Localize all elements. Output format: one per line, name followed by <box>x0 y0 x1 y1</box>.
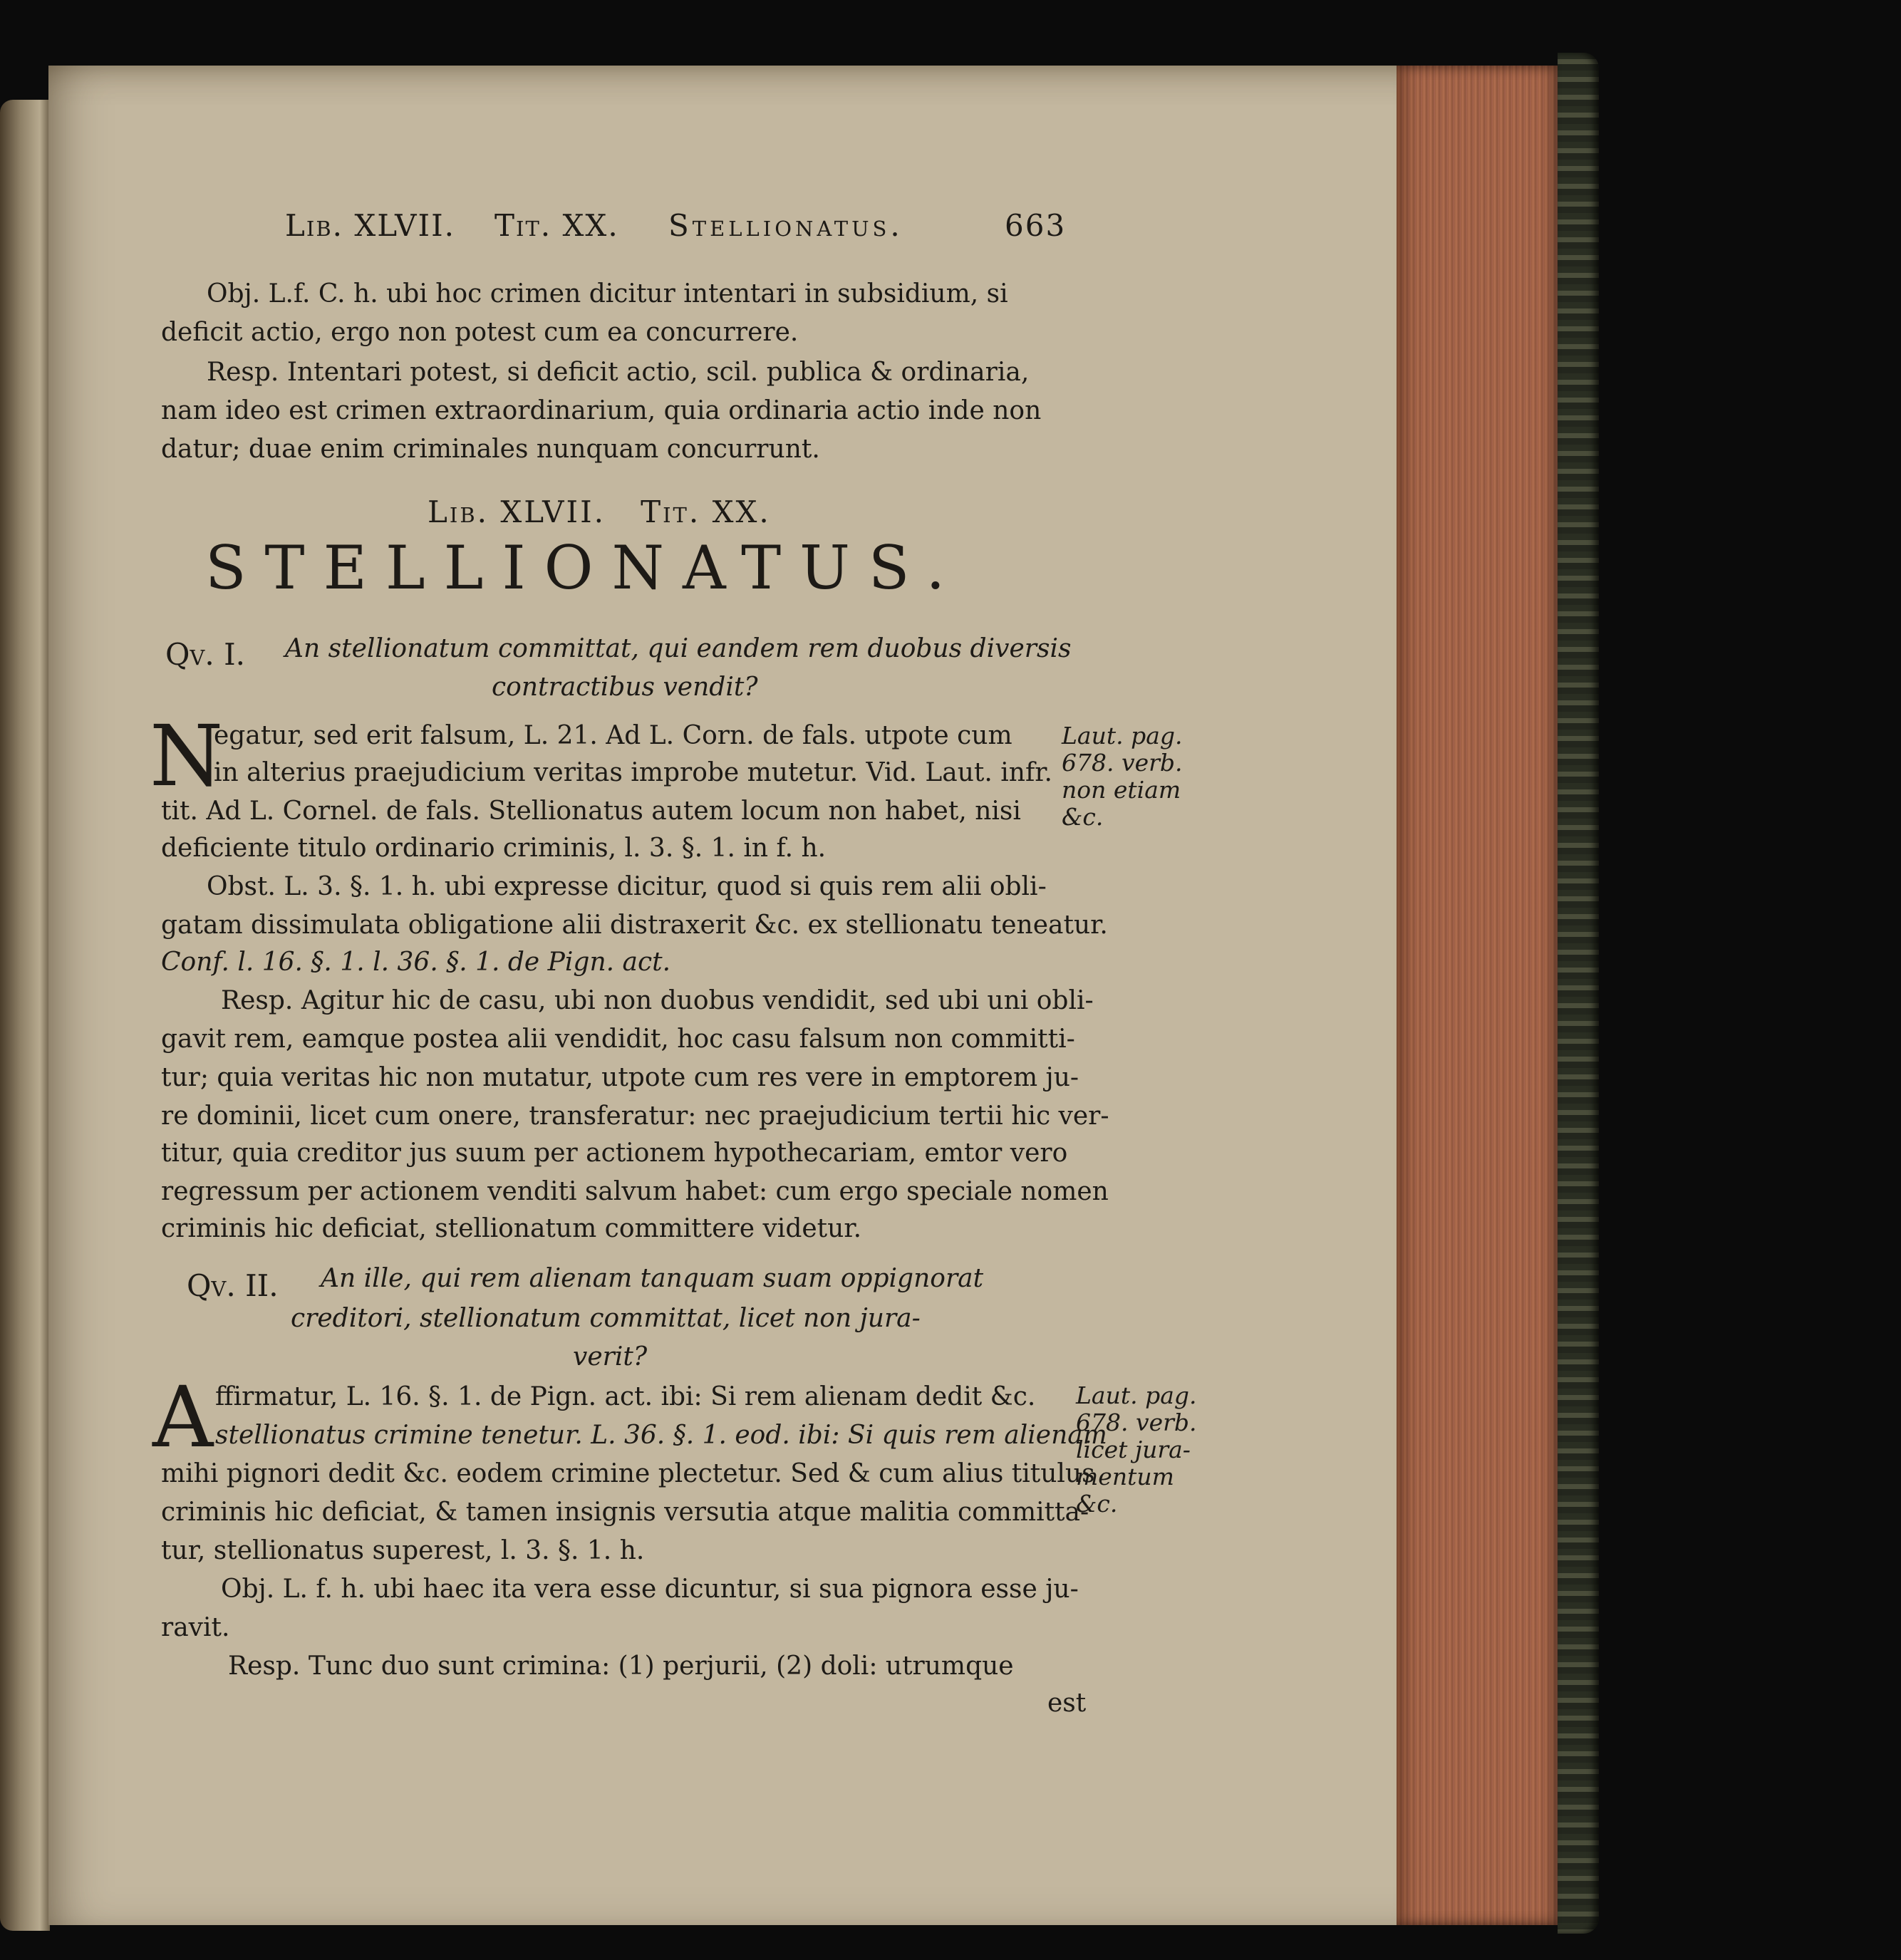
header-lib: Lib. XLVII. <box>285 208 456 243</box>
question-1-line: contractibus vendit? <box>492 673 758 702</box>
text-line: tur, stellionatus superest, l. 3. §. 1. h. <box>161 1536 645 1565</box>
text-line: datur; duae enim criminales nunquam concurrunt. <box>161 435 820 464</box>
text-line: criminis hic deficiat, stellionatum committere videtur. <box>161 1214 862 1243</box>
margin-note-1: Laut. pag. 678. verb. non etiam &c. <box>1062 722 1183 831</box>
section-heading: STELLIONATUS. <box>205 533 964 603</box>
text-line: Resp. Tunc duo sunt crimina: (1) perjurii, (2) doli: utrumque <box>228 1652 1014 1681</box>
question-2-line: creditori, stellionatum committat, licet non jura- <box>291 1304 921 1333</box>
text-line: Obj. L. f. h. ubi haec ita vera esse dicuntur, si sua pignora esse ju- <box>221 1575 1079 1604</box>
fore-edge <box>1397 66 1560 1925</box>
section-subheading: Lib. XLVII. Tit. XX. <box>428 494 771 529</box>
text-line: criminis hic deficiat, & tamen insignis versutia atque malitia committa- <box>161 1498 1089 1527</box>
text-line: titur, quia creditor jus suum per actionem hypothecariam, emtor vero <box>161 1139 1068 1168</box>
text-line: tit. Ad L. Cornel. de fals. Stellionatus autem locum non habet, nisi <box>161 797 1021 826</box>
text-line: regressum per actionem venditi salvum habet: cum ergo speciale nomen <box>161 1177 1109 1206</box>
text-line: Resp. Agitur hic de casu, ubi non duobus vendidit, sed ubi uni obli- <box>221 986 1094 1015</box>
text-line: deficit actio, ergo non potest cum ea concurrere. <box>161 318 799 347</box>
text-line: Obj. L.f. C. h. ubi hoc crimen dicitur intentari in subsidium, si <box>207 279 1008 308</box>
previous-page-edge <box>0 100 50 1931</box>
header-tit: Tit. XX. <box>494 208 619 243</box>
text-line: re dominii, licet cum onere, transferatur: nec praejudicium tertii hic ver- <box>161 1101 1109 1131</box>
margin-note-2: Laut. pag. 678. verb. licet jura- mentum &c. <box>1076 1381 1197 1518</box>
cover-board <box>1558 53 1599 1934</box>
question-1-label: Qv. I. <box>165 637 246 672</box>
catchword: est <box>1047 1689 1087 1718</box>
text-line: ffirmatur, L. 16. §. 1. de Pign. act. ibi: Si rem alienam dedit &c. <box>215 1382 1036 1411</box>
text-line: egatur, sed erit falsum, L. 21. Ad L. Corn. de fals. utpote cum <box>214 721 1012 750</box>
dropcap-a: A <box>152 1368 214 1466</box>
question-2-label: Qv. II. <box>187 1268 279 1303</box>
page-number: 663 <box>1005 208 1067 243</box>
text-line: gatam dissimulata obligatione alii distraxerit &c. ex stellionatu teneatur. <box>161 911 1108 940</box>
text-line: nam ideo est crimen extraordinarium, quia ordinaria actio inde non <box>161 396 1042 425</box>
text-line: ravit. <box>161 1613 230 1642</box>
question-1-line: An stellionatum committat, qui eandem rem duobus diversis <box>285 634 1072 663</box>
header-title: Stellionatus. <box>668 208 903 243</box>
dropcap-n: N <box>150 707 224 805</box>
text-line: stellionatus crimine tenetur. L. 36. §. 1. eod. ibi: Si quis rem alienam <box>215 1421 1107 1450</box>
text-line: tur; quia veritas hic non mutatur, utpote cum res vere in emptorem ju- <box>161 1063 1079 1092</box>
text-line: in alterius praejudicium veritas improbe mutetur. Vid. Laut. infr. <box>214 758 1052 787</box>
text-line: deficiente titulo ordinario criminis, l. 3. §. 1. in f. h. <box>161 834 827 863</box>
question-2-line: An ille, qui rem alienam tanquam suam oppignorat <box>321 1264 984 1293</box>
text-line: gavit rem, eamque postea alii vendidit, hoc casu falsum non committi- <box>161 1025 1075 1054</box>
text-line: Resp. Intentari potest, si deficit actio, scil. publica & ordinaria, <box>207 358 1030 387</box>
text-line: Conf. l. 16. §. 1. l. 36. §. 1. de Pign. act. <box>161 948 671 977</box>
text-line: Obst. L. 3. §. 1. h. ubi expresse dicitur, quod si quis rem alii obli- <box>207 872 1047 901</box>
text-line: mihi pignori dedit &c. eodem crimine plectetur. Sed & cum alius titulus <box>161 1459 1095 1488</box>
question-2-line: verit? <box>573 1342 648 1372</box>
